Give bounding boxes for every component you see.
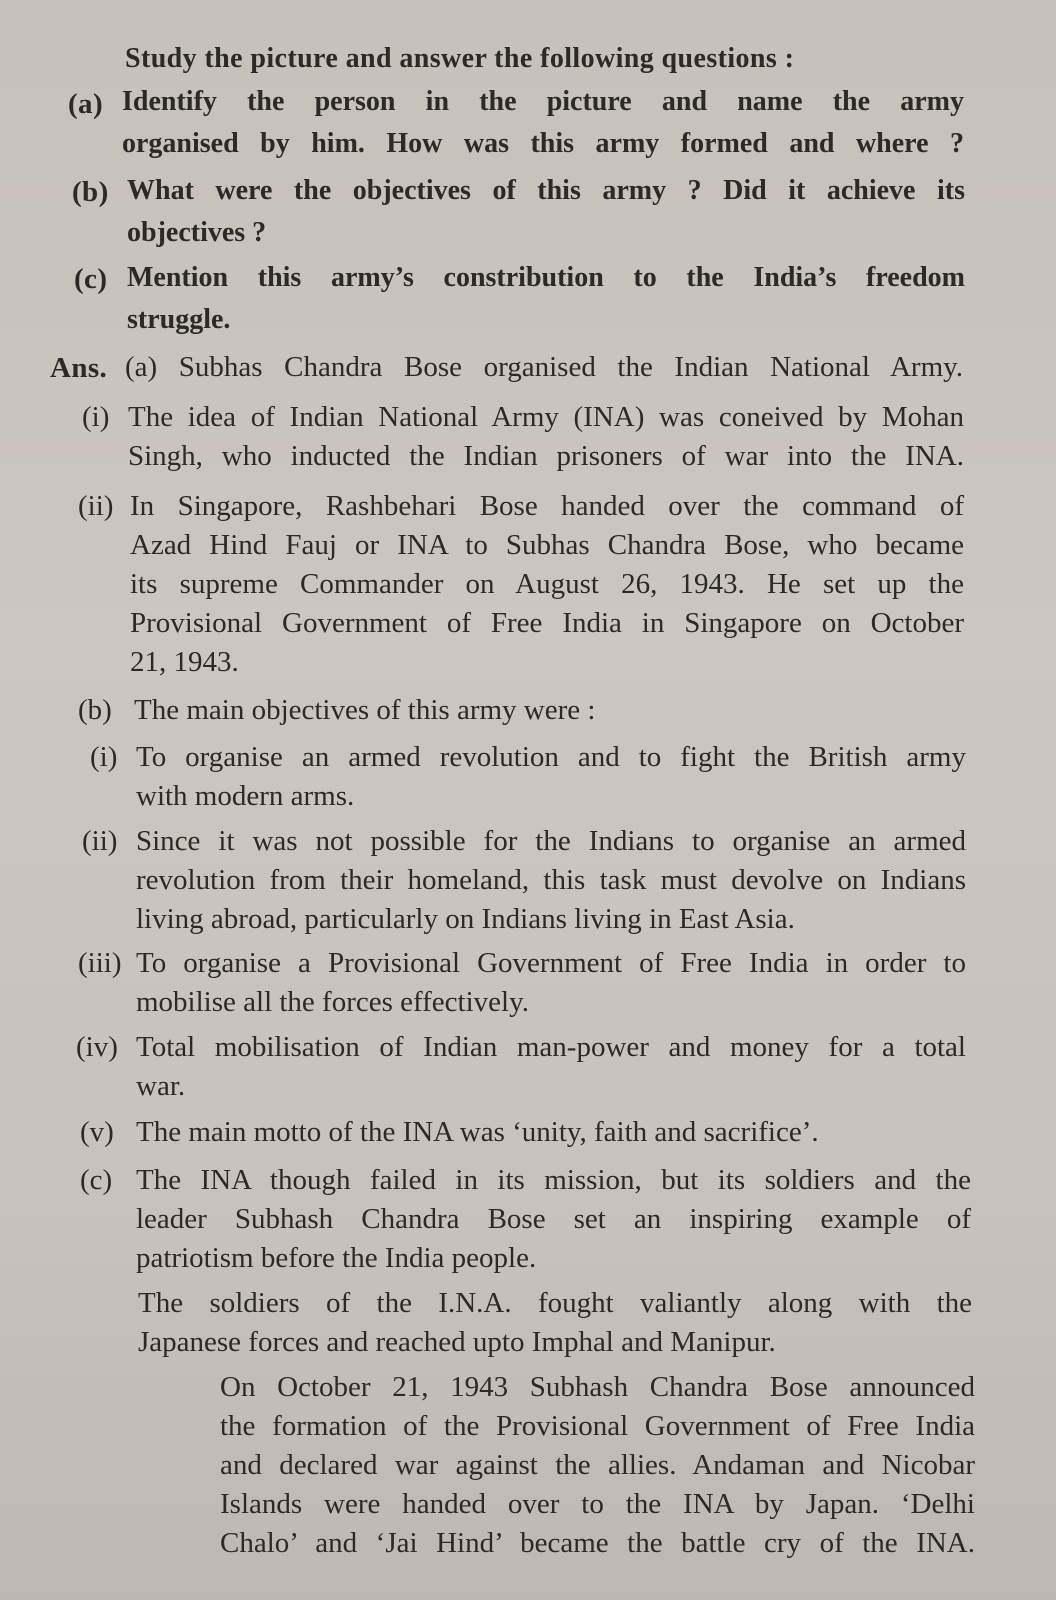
- question-c-line-2: struggle.: [127, 304, 231, 335]
- answer-a-ii-line-2: Azad Hind Fauj or INA to Subhas Chandra Bose, who became: [130, 529, 964, 561]
- question-b-label: (b): [72, 176, 109, 208]
- answer-b-i-label: (i): [90, 741, 118, 773]
- answer-a-i-text: [128, 398, 964, 476]
- answer-b-ii-line-1: Since it was not possible for the Indians to organise an armed: [136, 825, 966, 857]
- answer-a-ii-line-1: In Singapore, Rashbehari Bose handed over the command of: [130, 490, 964, 522]
- question-a-text: [122, 81, 964, 165]
- answer-b-ii-text: [136, 822, 966, 939]
- question-a-label: (a): [68, 88, 104, 120]
- answer-b-i-text: [136, 738, 966, 816]
- answer-a-ii-label: (ii): [78, 490, 114, 522]
- answer-c-text: [136, 1161, 971, 1278]
- answer-b-heading: The main objectives of this army were :: [134, 694, 596, 726]
- answer-b-iii-line-1: To organise a Provisional Government of Free India in order to: [136, 947, 966, 979]
- answer-b-ii-line-2: revolution from their homeland, this task must devolve on Indians: [136, 864, 966, 896]
- answer-b-iv-line-2: war.: [136, 1070, 186, 1102]
- answer-c-para3-line-2: the formation of the Provisional Government of Free India: [220, 1410, 975, 1442]
- answer-a-ii-line-5: 21, 1943.: [130, 646, 239, 678]
- question-c-label: (c): [74, 263, 108, 295]
- question-a-line-1: Identify the person in the picture and name the army: [122, 86, 964, 117]
- question-b-line-2: objectives ?: [127, 217, 267, 248]
- question-b-text: [127, 170, 965, 254]
- answer-b-iv-label: (iv): [76, 1031, 118, 1063]
- answer-a-heading-text: (a) Subhas Chandra Bose organised the Indian National Army.: [125, 351, 963, 383]
- answer-a-ii-line-3: its supreme Commander on August 26, 1943. He set up the: [130, 568, 964, 600]
- question-a-line-2: organised by him. How was this army formed and where ?: [122, 128, 964, 159]
- answer-b-iii-text: [136, 944, 966, 1022]
- answer-a-i-line-2: Singh, who inducted the Indian prisoners of war into the INA.: [128, 440, 964, 472]
- answer-c-para3-line-4: Islands were handed over to the INA by Japan. ‘Delhi: [220, 1488, 975, 1520]
- answer-b-i-line-1: To organise an armed revolution and to fight the British army: [136, 741, 966, 773]
- question-c-text: [127, 257, 965, 341]
- question-b-line-1: What were the objectives of this army ? Did it achieve its: [127, 175, 965, 206]
- answer-b-iv-text: [136, 1028, 966, 1106]
- answer-b-iii-line-2: mobilise all the forces effectively.: [136, 986, 529, 1018]
- question-intro: Study the picture and answer the following questions :: [125, 43, 795, 74]
- answer-c-para2-line-2: Japanese forces and reached upto Imphal and Manipur.: [138, 1326, 776, 1358]
- answer-c-paragraph-3: [220, 1368, 975, 1563]
- answer-c-line-1: The INA though failed in its mission, but its soldiers and the: [136, 1164, 971, 1196]
- answer-b-v-text: The main motto of the INA was ‘unity, faith and sacrifice’.: [136, 1116, 819, 1148]
- answer-b-iv-line-1: Total mobilisation of Indian man-power and money for a total: [136, 1031, 966, 1063]
- answer-a-i-line-1: The idea of Indian National Army (INA) was coneived by Mohan: [128, 401, 964, 433]
- answer-c-paragraph-2: [138, 1284, 972, 1362]
- answer-c-label: (c): [80, 1164, 113, 1196]
- answer-a-ii-line-4: Provisional Government of Free India in Singapore on October: [130, 607, 964, 639]
- answer-c-para2-line-1: The soldiers of the I.N.A. fought valiantly along with the: [138, 1287, 972, 1319]
- answer-c-line-2: leader Subhash Chandra Bose set an inspiring example of: [136, 1203, 971, 1235]
- answer-b-ii-line-3: living abroad, particularly on Indians living in East Asia.: [136, 903, 795, 935]
- answer-c-para3-line-5: Chalo’ and ‘Jai Hind’ became the battle cry of the INA.: [220, 1527, 975, 1559]
- answer-b-v-label: (v): [80, 1116, 114, 1148]
- answer-a-heading: [125, 348, 963, 387]
- answer-c-para3-line-1: On October 21, 1943 Subhash Chandra Bose announced: [220, 1371, 975, 1403]
- answer-b-iii-label: (iii): [78, 947, 122, 979]
- answer-label: Ans.: [50, 352, 108, 384]
- answer-b-i-line-2: with modern arms.: [136, 780, 355, 812]
- answer-a-ii-text: [130, 487, 964, 682]
- answer-c-para3-line-3: and declared war against the allies. Andaman and Nicobar: [220, 1449, 975, 1481]
- answer-b-label: (b): [78, 694, 112, 726]
- question-c-line-1: Mention this army’s constribution to the India’s freedom: [127, 262, 965, 293]
- answer-a-i-label: (i): [82, 401, 110, 433]
- answer-c-line-3: patriotism before the India people.: [136, 1242, 537, 1274]
- answer-b-ii-label: (ii): [82, 825, 118, 857]
